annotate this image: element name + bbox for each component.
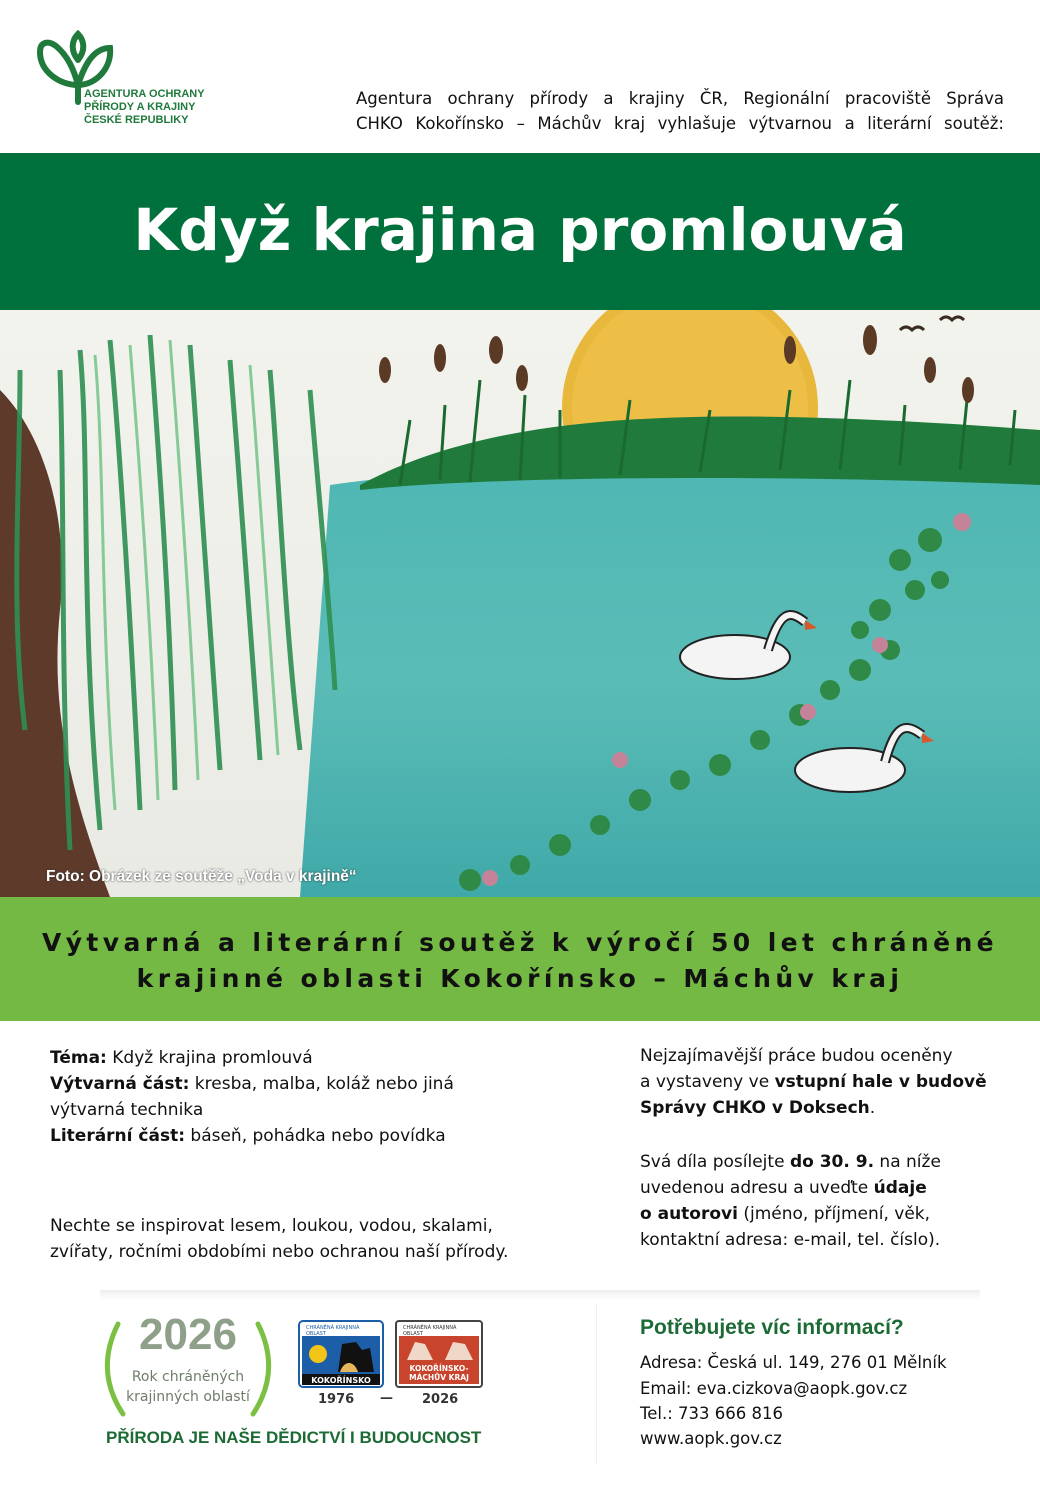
theme-row [50,1045,590,1071]
year-caption: Rok chráněných krajinných oblastí [126,1369,250,1405]
art-row-cont: výtvarná technika [50,1100,204,1120]
submit-text-part: na níže [874,1152,941,1172]
kokorinsko-machuv-kraj-badge [395,1320,483,1388]
inspire-text: zvířaty, ročními obdobími nebo ochranou naší přírody. [50,1242,509,1262]
intro-line: CHKO Kokořínsko – Máchův kraj vyhlašuje výtvarnou a literární soutěž: [356,114,1004,133]
submit-text: kontaktní adresa: e-mail, tel. číslo). [640,1230,941,1250]
submit-text-part: (jméno, příjmení, věk, [737,1204,931,1224]
svg-text:OBLAST: OBLAST [306,1331,326,1337]
art-label: Výtvarná část: [50,1074,190,1094]
year-1976: 1976 [318,1392,355,1407]
award-text [640,1095,1000,1121]
award-text-part: . [869,1098,876,1118]
subtitle [0,925,1040,997]
contact-email[interactable]: Email: eva.cizkova@aopk.gov.cz [640,1379,908,1398]
theme-label: Téma: [50,1048,107,1068]
footer-vertical-divider [596,1304,597,1464]
year-2026-small: 2026 [422,1392,459,1407]
lit-row [50,1123,590,1149]
subtitle-line: Výtvarná a literární soutěž k výročí 50 let chráněné [41,928,998,957]
contact-phone: Tel.: 733 666 816 [640,1404,784,1423]
subtitle-line: krajinné oblasti Kokořínsko – Máchův kraj [136,964,904,993]
art-value: kresba, malba, koláž nebo jiná [189,1074,454,1094]
contact-address: Adresa: Česká ul. 149, 276 01 Mělník [640,1353,947,1372]
intro-text [356,86,1004,136]
info-heading: Potřebujete víc informací? [640,1316,904,1339]
painting-image [0,310,1040,897]
submit-text-part: Svá díla posílejte [640,1152,790,1172]
author-data: údaje [873,1178,927,1198]
motto: PŘÍRODA JE NAŠE DĚDICTVÍ I BUDOUCNOST [106,1428,482,1447]
footer-divider [100,1290,980,1300]
svg-text:CHRÁNĚNÁ KRAJINNÁ: CHRÁNĚNÁ KRAJINNÁ [403,1325,457,1331]
award-text: Nejzajímavější práce budou oceněny [640,1046,953,1066]
lit-value: báseň, pohádka nebo povídka [185,1126,446,1146]
submit-text [640,1149,1000,1175]
award-text [640,1069,1000,1095]
badge1-top: CHRÁNĚNÁ KRAJINNÁ [306,1325,360,1331]
svg-text:KOKOŘÍNSKO-: KOKOŘÍNSKO- [409,1364,469,1373]
submit-text [640,1175,1000,1201]
award-location: vstupní hale v budově [774,1072,987,1092]
intro-line: Agentura ochrany přírody a krajiny ČR, Regionální pracoviště Správa [356,89,1004,108]
svg-text:OBLAST: OBLAST [403,1331,423,1337]
art-row [50,1071,590,1097]
kokorinsko-badge [298,1320,384,1388]
submit-text [640,1201,1000,1227]
contact-website[interactable]: www.aopk.gov.cz [640,1429,782,1448]
award-location: Správy CHKO v Doksech [640,1098,870,1118]
year-2026: 2026 [139,1310,237,1359]
submit-text-part: uvedenou adresu a uveďte [640,1178,874,1198]
svg-text:MÁCHŮV KRAJ: MÁCHŮV KRAJ [409,1373,469,1382]
inspire-text: Nechte se inspirovat lesem, loukou, vodou, skalami, [50,1216,493,1236]
lit-label: Literární část: [50,1126,185,1146]
badge1-name: KOKOŘÍNSKO [311,1376,371,1385]
award-text-part: a vystaveny ve [640,1072,775,1092]
year-dash: — [380,1391,393,1406]
instructions-column [640,1043,1000,1253]
photo-caption: Foto: Obrázek ze soutěže „Voda v krajině“ [46,868,357,885]
org-name: AGENTURA OCHRANY PŘÍRODY A KRAJINY ČESKÉ REPUBLIKY [84,88,205,126]
theme-value: Když krajina promlouvá [106,1048,313,1068]
page-title: Když krajina promlouvá [133,196,907,264]
details-column [50,1045,590,1265]
deadline: do 30. 9. [789,1152,875,1172]
author-data: o autorovi [640,1204,738,1224]
